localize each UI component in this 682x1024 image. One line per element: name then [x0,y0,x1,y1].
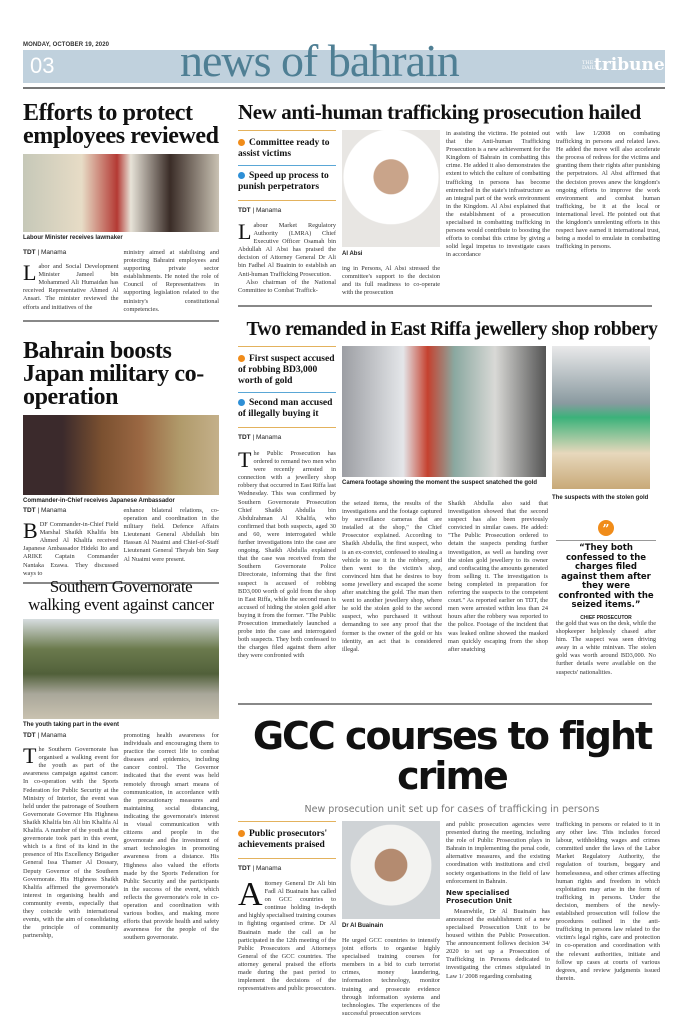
headline: Efforts to protect employees reviewed [23,100,219,149]
page-number: 03 [30,53,55,78]
subheadline: New prosecution unit set up for cases of trafficking in persons [304,804,600,815]
brand-name: tribune [594,55,665,75]
issue-date: MONDAY, OCTOBER 19, 2020 [23,42,110,48]
divider [238,305,652,307]
photo-suspects [552,346,650,489]
drop-cap: A [238,876,263,913]
robbery-col3: Shaikh Abdulla also said that investigation showed that the second suspect has also been previously convicted in similar cases. He added: "The Public Prosecution ordered to detain the suspects pending further investigation, as well as handing over the stolen gold jewellery to its owner and confiscating the amounts generated from selling it. The investigation is being completed in preparation for referring the suspects to the competent court." As reported earlier on TDT, the men were arrested within less than 24 hours after the robbery was reported to the police. Footage of the incident that was leaked online showed the masked man quickly escaping from the shop after snatching [448,500,548,653]
photo-caption: Labour Minister receives lawmaker [23,235,123,241]
photo-caption: Camera footage showing the moment the suspect snatched the gold [342,480,538,486]
body-text: with law 1/2008 on combating trafficking in persons and related laws. He added the move will also accelerate the process of redress for the victims and granting them their rights after punishing the perpetrators. Al Absi affirmed that the decision proves anew the kingdom's ongoing efforts to improve the work environment and combat human trafficking, be it at the local or international level. He pointed out that the kingdom's unrelenting efforts in this respect have earned it international trust, being a model to emulate in combatting trafficking in persons. [556,130,660,251]
body-text: and public prosecution agencies were presented during the meeting, including the role of Public Prosecution plays in Bahrain in implementing the penal code, alternative measures, and the existing coordination with institutions and civil society organisations in the field of law enforcement in Bahrain. [446,821,550,885]
highlights-box: Committee ready to assist victims Speed up process to punish perpetrators [238,130,336,201]
photo-caption: The youth taking part in the event [23,722,120,728]
brand-logo [582,55,665,75]
headline: Two remanded in East Riffa jewellery shop robbery [246,319,658,340]
article-walking: Southern Governorate walking event against cancer The youth taking part in the event TDT | Manama The Southern Governorate has organised a walking event for the youth as part of the awareness campaign against cancer. In co-operation with the Sports Federation for Public Security at the Ministry of Interior, the event was held under the patronage of Southern Governorate Governor His Highness Shaikh Khalifa bin Ali bin Khalifa Al Khalifa. A number of the youth at the governorate took part in this event, which is a first of its kind in the presence of His Excellency Brigadier General Issa Thamer Al Dossary, Deputy Governor of the Southern Governorate. His Highness Shaikh Khalifa affirmed the governorate's interest in organising health and community events, especially that they coincide with international events, with the aim of consolidating the principle of community partnership, promoting health awareness for individuals and encouraging them to practice the correct life to combat diseases and epidemics, including cancer control. The Governor indicated that the event was held remotely through smart means of communication, in accordance with the precautionary measures and maintaining social distancing, indicating the governorate's interest in visual communication with citizens and people in the governorate and the investment of smart technologies in promoting awareness from a distance. His Highness also valued the efforts made by the Sports Federation for Public Security and the participants in the success of the event, which reflects the governorate's role in co-operation and coordination with various bodies, and making more efforts that provide health and safety awareness for the people of the southern governorate. [23,577,219,942]
robbery-col1: The Public Prosecution has ordered to remand two men who were recently arrested in connection with a jewellery shop robbery that occurred in East Riffa last Wednesday. This was confirmed by Southern Governorate Prosecution Chief Shaikh Abdulla bin Abdulrahman Al Khalifa, who confirmed that both suspects, aged 30 and 60, were interrogated while further investigations into the case are ongoing. Shaikh Abdulla explained that the case was received from the Southern Governorate Police Directorate, informing that the first suspect is accused of robbing BD3,000 worth of gold from the shop in East Riffa, while the second man is accused of hiding the stolen gold after buying it from the former. "The Public Prosecution immediately launched a probe into the case and interrogated both suspects. They both confessed to the charges filed against them after they were confronted with [238,447,336,660]
headline: New anti-human trafficking prosecution hailed [238,100,641,124]
subsection-heading: New specialised Prosecution Unit [446,888,512,905]
photo-al-absi [342,130,440,247]
body-text: Meanwhile, Dr Al Buainain has announced the establishment of a new specialised Prosecution Unit to be housed within the Public Prosecution. The announcement follows decision 34/ 2020 to set up a Prosecution of Trafficking in Persons dedicated to investigating the crimes stipulated in Law 1/ 2008 regarding combating [446,907,550,980]
byline: TDT | Manama [238,434,282,441]
photo-cctv-footage [342,346,546,477]
byline: TDT | Manama [23,507,67,514]
highlights-box: First suspect accused of robbing BD3,000 worth of gold Second man accused of illegally buying it [238,346,336,428]
drop-cap: B [23,518,38,544]
article-gcc: GCC courses to fight crime New prosecution unit set up for cases of trafficking in persons Public prosecutors' achievements praised TDT | Manama Attorney General Dr Ali bin Fadl Al Buainain has called on GCC countries to continue holding in-depth and highly specialised training courses in fighting organised crime. Dr Al Buainain made the call as he participated in the 12th meeting of the Public Prosecutors and Attorneys General of the GCC countries. The attorney general praised the efforts made during the past period to implement the decisions of the representatives and public prosecutors. Dr Al Buainain He urged GCC countries to intensify joint efforts to organise highly specialised training courses for members in a bid to curb terrorist crimes, money laundering, information technology, monitor training and prosecute evidence through information systems and technologies. The experiences of the successful prosecution services and public prosecution agencies were presented during the meeting, including the role of Public Prosecution plays in Bahrain in implementing the penal code, alternative measures, and the existing coordination with institutions and civil society organisations in the field of law enforcement in Bahrain. New specialised Prosecution Unit Meanwhile, Dr Al Buainain has announced the establishment of a new specialised Prosecution Unit to be housed within the Public Prosecution. The announcement follows decision 34/ 2020 to set up a Prosecution of Trafficking in Persons dedicated to investigating the crimes stipulated in Law 1/ 2008 regarding combating trafficking in persons or related to it in any other law. This includes forced labour, withholding wages and crimes committed under the laws of the Labor Market Regulatory Authority, the regulation of tourism, beggary and homelessness, and other crimes affecting human rights and freedom in which exploitation may arise in the form of trafficking in persons. Under the decision, members of the newly-established prosecution will follow the procedures outlined in the anti-trafficking in persons law related to the victim's legal rights, care and protection in co-operation and coordination with the relevant authorities, initiate and follow up cases at courts of various degrees, and review judgments issued therein. [238,716,666,1018]
blue-dot-icon [238,172,245,179]
pull-quote: ” “They both confessed to the charges filed against them after they were confronted with the seized items.” CHIEF PROSECUTOR [556,520,656,621]
byline: TDT | Manama [238,865,282,872]
orange-dot-icon [238,830,245,837]
photo-walking-event [23,619,219,719]
divider [238,703,652,705]
photo-al-buainain [342,821,440,919]
robbery-col2: the seized items, the results of the investigations and the footage captured by surveillance cameras that are installed at the shop," the Chief Prosecutor explained. According to Shaikh Abdulla, the first suspect, who is an ex-convict, confessed to stealing a vehicle to use it in the robbery, and then went to the victim's shop, convinced him that he desires to buy some jewellery and escaped the scene after snatching the gold. The man then went to another jewellery shop, where he sold the stolen gold to the second suspect, who purchased it without demanding to see any proof that the former is the owner of the gold or his identity, an act that is considered illegal. [342,500,442,653]
headline: GCC courses to fight crime [252,714,652,798]
body-text: ministry aimed at stabilising and protecting Bahraini employees and supporting private sector establishments. He noted the role of Council of Representatives in supporting legislation related to the ministry's constitutional competencies. [123,249,219,313]
photo-caption: The suspects with the stolen gold [552,495,649,501]
blue-dot-icon [238,399,245,406]
headline: Southern Governorate walking event against cancer [28,577,214,614]
divider [23,320,219,322]
byline: TDT | Manama [23,249,67,256]
headline: Bahrain boosts Japan military co-operation [23,338,204,410]
quote-attribution: CHIEF PROSECUTOR [580,614,632,621]
drop-cap: T [23,743,37,769]
byline: TDT | Manama [23,732,67,739]
drop-cap: L [238,219,252,244]
body-text: He urged GCC countries to intensify joint efforts to organise highly specialised training courses for members in a bid to curb terrorist crimes, money laundering, information technology, monitor training and prosecute evidence through information systems and technologies. The experiences of the successful prosecution services [342,937,440,1017]
body-text: ing in Persons, Al Absi stressed the committee's support to the decision and its full readiness to co-operate with the prosecution [342,265,440,297]
photo-caption: Commander-in-Chief receives Japanese Ambassador [23,498,175,504]
robbery-col4: the gold that was on the desk, while the shopkeeper helplessly chased after him. The suspect was seen driving away in a white minivan. The stolen gold was worth around BD3,000. No further details were available on the suspects' nationalities. [556,620,656,676]
byline: TDT | Manama [238,207,282,214]
masthead-rule [23,87,665,89]
article-trafficking: New anti-human trafficking prosecution hailed Committee ready to assist victims Speed up process to punish perpetrators TDT | Manama Labour Market Regulatory Authority (LMRA) Chief Executive Officer Osamah bin Abdullah Al Absi has praised the decision of Attorney General Dr Ali bin Fadhel Al Buainin to establish an Anti-human Trafficking Prosecution. Also chairman of the National Committee to Combat Traffick- Al Absi ing in Persons, Al Absi stressed the committee's support to the decision and its full readiness to co-operate with the prosecution in assisting the victims. He pointed out that the Anti-human Trafficking Prosecution is a new achievement for the Kingdom of Bahrain in combatting this crime. He added it also demonstrates the extent to which the culture of combatting trafficking in persons has become entrenched in the state's infrastructure as an integral part of the work environment in the Kingdom. Al Absi explained that the establishment of a prosecution specialised in combatting trafficking in persons would contribute to boosting the efforts to combat this crime by giving a solid legal impetus to investigate cases in accordance with law 1/2008 on combating trafficking in persons and related laws. He added the move will also accelerate the process of redress for the victims and granting them their rights after punishing the perpetrators. Al Absi affirmed that the decision proves anew the kingdom's ongoing efforts to improve the work environment and combat human trafficking, be it at the local or international level. He pointed out that the kingdom's unrelenting efforts in this respect have earned it international trust, being a model to emulate in combatting trafficking in persons. [238,100,666,307]
body-text: promoting health awareness for individuals and encouraging them to practice the correct life to combat diseases and epidemics, including cancer control. The Governor indicated that the event was held remotely through smart means of communication, in accordance with the precautionary measures and maintaining social distancing, indicating the governorate's interest in visual communication with citizens and people in the governorate and the investment of smart technologies in promoting awareness from a distance. His Highness also valued the efforts made by the Sports Federation for Public Security and the participants in the success of the event, which reflects the governorate's role in co-operation and coordination with various bodies, and making more efforts that provide health and safety awareness for the people of the southern governorate. [123,732,219,942]
body-text: abor and Social Development Minister Jameel bin Mohammed Ali Humaidan has received Representative Ahmed Al Ansari. The minister reviewed the efforts and initiatives of the [23,263,119,311]
orange-dot-icon [238,355,245,362]
body-text: enhance bilateral relations, co-operation and coordination in the military field. Defence Affairs Lieutenant General Abdullah bin Hassan Al Nuaimi and Chief-of-Staff Lieutenant General Theyab bin Saqr Al Nuaimi were present. [123,507,219,563]
article-japan: Bahrain boosts Japan military co-operation Commander-in-Chief receives Japanese Ambassador TDT | Manama BDF Commander-in-Chief Field Marshal Shaikh Khalifa bin Ahmed Al Khalifa received Japanese Ambassador Hideki Ito and ARIKE Captain Commander Nantaka Ezawa. They discussed ways to enhance bilateral relations, co-operation and coordination in the military field. Defence Affairs Lieutenant General Abdullah bin Hassan Al Nuaimi and Chief-of-Staff Lieutenant General Theyab bin Saqr Al Nuaimi were present. [23,340,219,584]
brand-prefix: THE DAILY [582,59,598,71]
photo-caption: Al Absi [342,251,363,257]
drop-cap: L [23,260,37,286]
quote-mark-icon: ” [598,520,614,536]
section-title: news of bahrain [180,35,459,86]
drop-cap: T [238,447,252,472]
body-text: trafficking in persons or related to it in any other law. This includes forced labour, withholding wages and crimes committed under the laws of the Labor Market Regulatory Authority, the regulation of tourism, beggary and homelessness, and other crimes affecting human rights and freedom in which exploitation may arise in the form of trafficking in persons. Under the decision, members of the newly-established prosecution will follow the procedures outlined in the anti-trafficking in persons law related to the victim's legal rights, care and protection in co-operation and coordination with the relevant authorities, initiate and follow up cases at courts of various degrees, and review judgments issued therein. [556,821,660,982]
orange-dot-icon [238,139,245,146]
highlights-box: Public prosecutors' achievements praised [238,821,336,859]
photo-caption: Dr Al Buainain [342,923,384,929]
article-employees [23,102,219,322]
photo-commander-ambassador [23,415,219,495]
photo-minister-lawmaker [23,154,219,232]
body-text: in assisting the victims. He pointed out that the Anti-human Trafficking Prosecution is a new achievement for the Kingdom of Bahrain in combatting this crime. He added it also demonstrates the extent to which the culture of combatting trafficking in persons has become entrenched in the state's infrastructure as an integral part of the work environment in the Kingdom. Al Absi explained that the establishment of a prosecution specialised in combatting trafficking in persons would contribute to boosting the efforts to combat this crime by giving a solid legal impetus to investigate cases in accordance [446,130,550,259]
